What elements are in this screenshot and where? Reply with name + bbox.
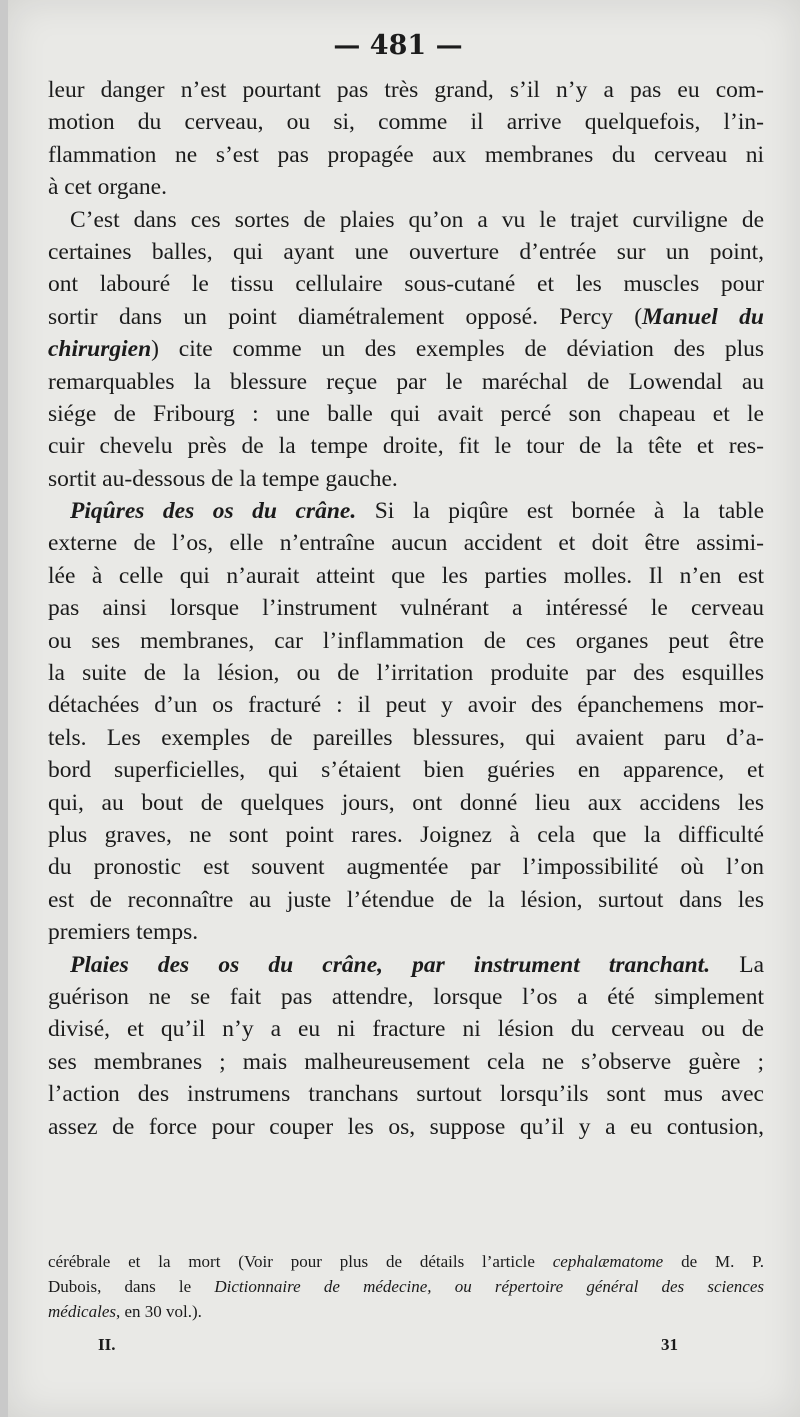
footnote-line <box>48 1249 764 1274</box>
text-run: sortir dans un point diamétralement opposé. Percy ( <box>48 303 643 330</box>
body-text <box>48 74 764 1143</box>
text-line: remarquables la blessure reçue par le maréchal de Lowendal au <box>48 368 764 395</box>
text-line: motion du cerveau, ou si, comme il arrive quelquefois, l’in- <box>48 109 764 136</box>
text-run: de M. P. <box>663 1252 764 1271</box>
text-line: tels. Les exemples de pareilles blessures, qui avaient paru d’a- <box>48 724 764 751</box>
page-number: — 481 — <box>333 30 463 61</box>
text-line: pas ainsi lorsque l’instrument vulnérant a intéressé le cerveau <box>48 595 764 622</box>
text-line: plus graves, ne sont point rares. Joignez à cela que la difficulté <box>48 821 764 848</box>
italic-title: Dictionnaire de médecine, ou répertoire général des sciences <box>214 1277 765 1296</box>
book-page <box>8 0 800 1417</box>
text-line <box>48 949 764 981</box>
text-run: cérébrale et la mort (Voir pour plus de détails l’article <box>48 1252 553 1271</box>
text-line: premiers temps. <box>48 919 199 946</box>
text-line: C’est dans ces sortes de plaies qu’on a vu le trajet curviligne de <box>70 206 764 233</box>
footnote <box>48 1249 764 1324</box>
text-line: siége de Fribourg : une balle qui avait percé son chapeau et le <box>48 400 764 427</box>
text-line: qui, au bout de quelques jours, ont donné lieu aux accidens les <box>48 789 764 816</box>
text-line: bord superficielles, qui s’étaient bien guéries en apparence, et <box>48 757 764 784</box>
section-heading: Plaies des os du crâne, par instrument tranchant. <box>70 951 711 978</box>
text-line: externe de l’os, elle n’entraîne aucun accident et doit être assimi- <box>48 530 764 557</box>
text-line: l’action des instrumens tranchans surtout lorsqu’ils sont mus avec <box>48 1081 764 1108</box>
text-line: est de reconnaître au juste l’étendue de la lésion, surtout dans les <box>48 886 764 913</box>
text-line: détachées d’un os fracturé : il peut y avoir des épanchemens mor- <box>48 692 764 719</box>
italic-term: cephalæmatome <box>552 1252 664 1271</box>
text-line: ont labouré le tissu cellulaire sous-cutané et les muscles pour <box>48 271 764 298</box>
text-line: à cet organe. <box>48 174 167 201</box>
text-run: La <box>710 951 764 978</box>
footnote-line <box>48 1274 764 1299</box>
sheet-number: 31 <box>661 1335 678 1354</box>
text-line: la suite de la lésion, ou de l’irritation produite par des esquilles <box>48 660 764 687</box>
text-line: flammation ne s’est pas propagée aux membranes du cerveau ni <box>48 141 764 168</box>
text-line: divisé, et qu’il n’y a eu ni fracture ni lésion du cerveau ou de <box>48 1016 764 1043</box>
text-line <box>48 495 764 527</box>
text-line: leur danger n’est pourtant pas très grand, s’il n’y a pas eu com- <box>48 77 764 103</box>
text-line: certaines balles, qui ayant une ouverture d’entrée sur un point, <box>48 238 764 265</box>
footnote-line <box>48 1299 764 1324</box>
text-line: cuir chevelu près de la tempe droite, fit le tour de la tête et res- <box>48 433 764 460</box>
text-line: guérison ne se fait pas attendre, lorsque l’os a été simplement <box>48 983 764 1010</box>
book-title-italic: chirurgien <box>48 336 152 363</box>
text-line: assez de force pour couper les os, suppose qu’il y a eu contusion, <box>48 1113 764 1140</box>
italic-title: médicales <box>48 1302 116 1321</box>
book-title-italic: Manuel du <box>642 303 764 330</box>
text-run: ) cite comme un des exemples de déviation des plus <box>151 336 764 363</box>
text-line: du pronostic est souvent augmentée par l’impossibilité où l’on <box>48 854 764 881</box>
text-line: sortit au-dessous de la tempe gauche. <box>48 465 398 492</box>
text-run: , en 30 vol.). <box>115 1302 202 1321</box>
text-run: Dubois, dans le <box>48 1277 215 1296</box>
text-line: ses membranes ; mais malheureusement cela ne s’observe guère ; <box>48 1048 764 1075</box>
text-run: Si la piqûre est bornée à la table <box>356 498 764 525</box>
text-line <box>48 333 764 365</box>
section-heading: Piqûres des os du crâne. <box>70 498 357 525</box>
text-line: lée à celle qui n’aurait atteint que les parties molles. Il n’en est <box>48 562 764 589</box>
text-line: ou ses membranes, car l’inflammation de ces organes peut être <box>48 627 764 654</box>
text-line <box>48 301 764 333</box>
volume-mark: II. <box>98 1335 116 1354</box>
